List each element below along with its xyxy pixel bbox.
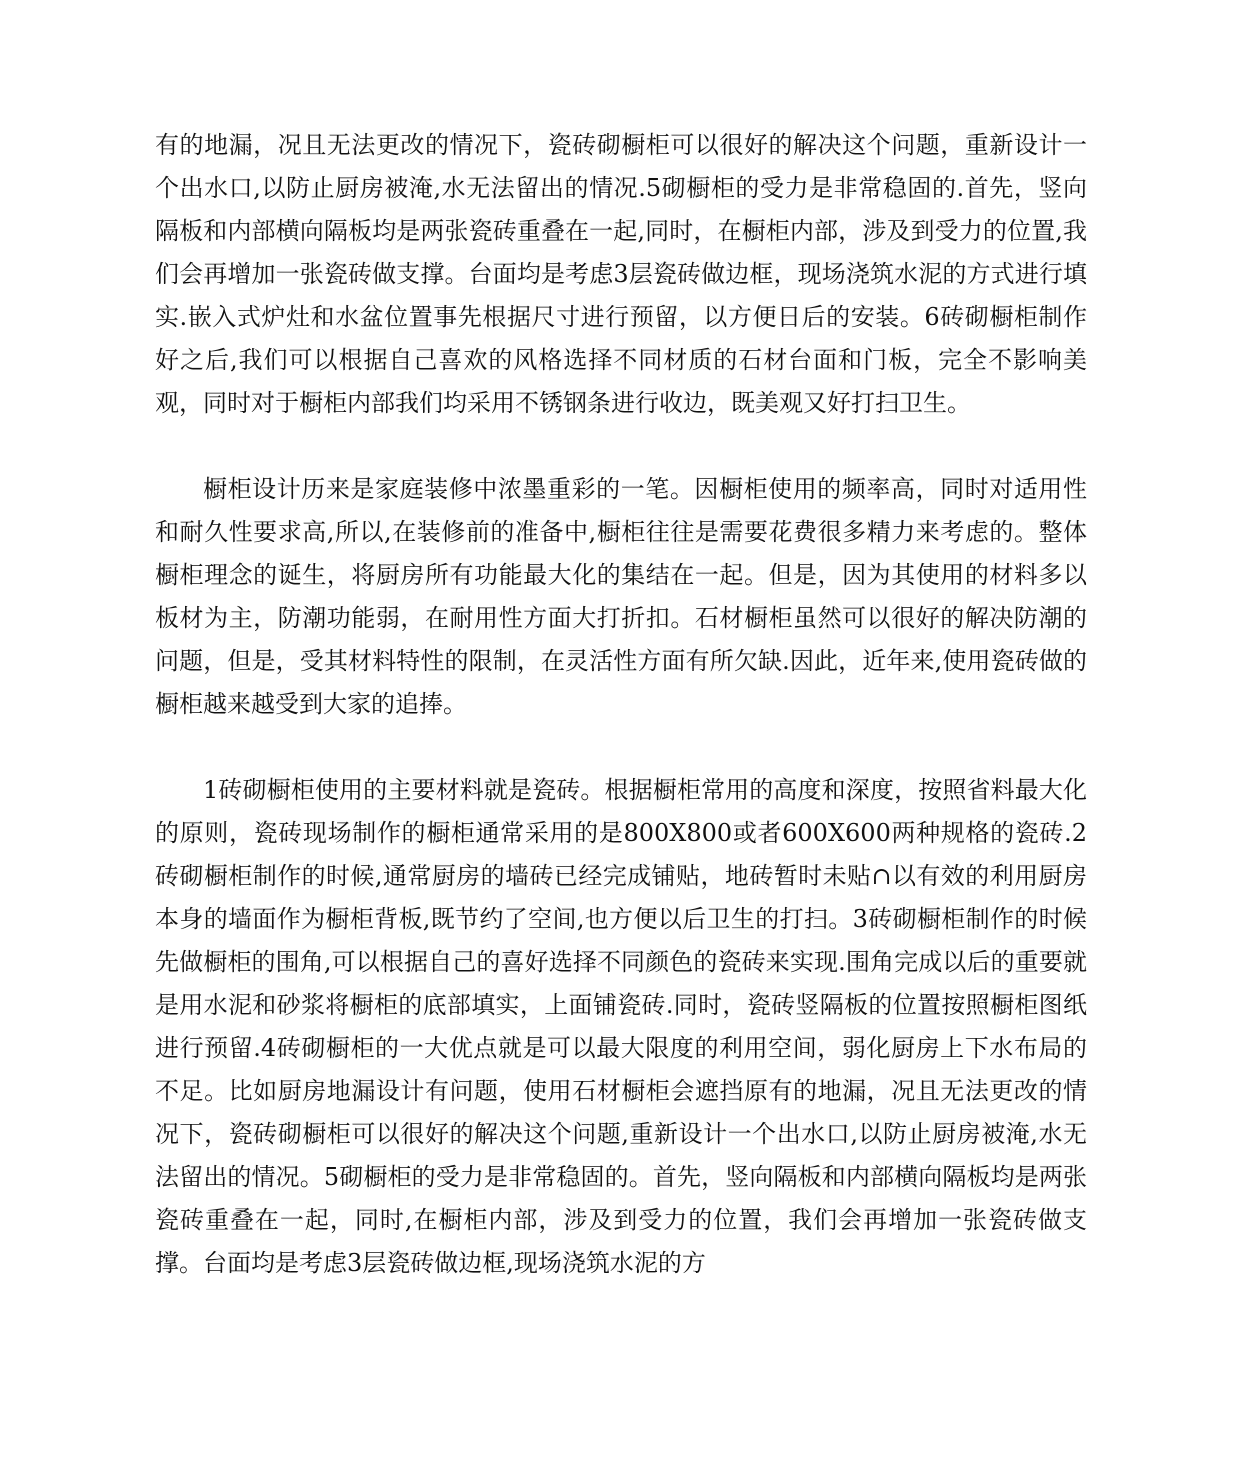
paragraph-spacer	[155, 726, 1087, 769]
paragraph-intro: 橱柜设计历来是家庭装修中浓墨重彩的一笔。因橱柜使用的频率高，同时对适用性和耐久性要求高,所以,在装修前的准备中,橱柜往往是需要花费很多精力来考虑的。整体橱柜理念的诞生，将厨房所有功能最大化的集结在一起。但是，因为其使用的材料多以板材为主，防潮功能弱，在耐用性方面大打折扣。石材橱柜虽然可以很好的解决防潮的问题，但是，受其材料特性的限制，在灵活性方面有所欠缺.因此，近年来,使用瓷砖做的橱柜越来越受到大家的追捧。	[155, 475, 1087, 718]
document-body	[155, 124, 1087, 1285]
paragraph-spacer	[155, 425, 1087, 468]
paragraph-steps: 1砖砌橱柜使用的主要材料就是瓷砖。根据橱柜常用的高度和深度，按照省料最大化的原则，瓷砖现场制作的橱柜通常采用的是800X800或者600X600两种规格的瓷砖.2砖砌橱柜制作的时候,通常厨房的墙砖已经完成铺贴，地砖暂时未贴∩以有效的利用厨房本身的墙面作为橱柜背板,既节约了空间,也方便以后卫生的打扫。3砖砌橱柜制作的时候先做橱柜的围角,可以根据自己的喜好选择不同颜色的瓷砖来实现.围角完成以后的重要就是用水泥和砂浆将橱柜的底部填实，上面铺瓷砖.同时，瓷砖竖隔板的位置按照橱柜图纸进行预留.4砖砌橱柜的一大优点就是可以最大限度的利用空间，弱化厨房上下水布局的不足。比如厨房地漏设计有问题，使用石材橱柜会遮挡原有的地漏，况且无法更改的情况下，瓷砖砌橱柜可以很好的解决这个问题,重新设计一个出水口,以防止厨房被淹,水无法留出的情况。5砌橱柜的受力是非常稳固的。首先，竖向隔板和内部横向隔板均是两张瓷砖重叠在一起，同时,在橱柜内部，涉及到受力的位置，我们会再增加一张瓷砖做支撑。台面均是考虑3层瓷砖做边框,现场浇筑水泥的方	[155, 776, 1087, 1277]
paragraph-continuation: 有的地漏，况且无法更改的情况下，瓷砖砌橱柜可以很好的解决这个问题，重新设计一个出水口,以防止厨房被淹,水无法留出的情况.5砌橱柜的受力是非常稳固的.首先，竖向隔板和内部横向隔板均是两张瓷砖重叠在一起,同时，在橱柜内部，涉及到受力的位置,我们会再增加一张瓷砖做支撑。台面均是考虑3层瓷砖做边框，现场浇筑水泥的方式进行填实.嵌入式炉灶和水盆位置事先根据尺寸进行预留，以方便日后的安装。6砖砌橱柜制作好之后,我们可以根据自己喜欢的风格选择不同材质的石材台面和门板，完全不影响美观，同时对于橱柜内部我们均采用不锈钢条进行收边，既美观又好打扫卫生。	[155, 131, 1087, 417]
